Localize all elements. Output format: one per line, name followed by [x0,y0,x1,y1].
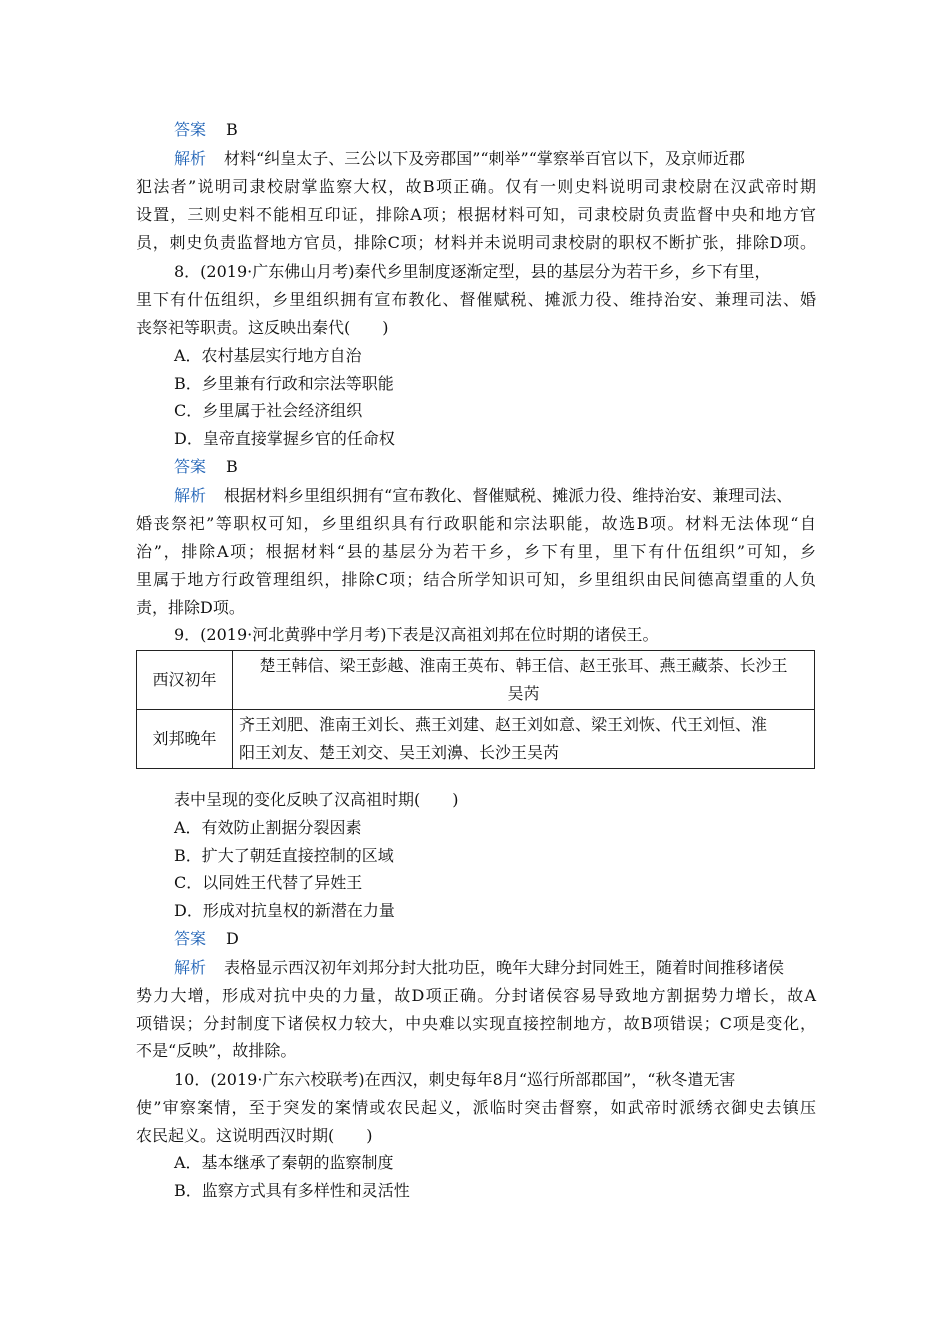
row-content: 齐王刘肥、淮南王刘长、燕王刘建、赵王刘如意、梁王刘恢、代王刘恒、淮 阳王刘友、楚王刘交、吴王刘濞、长沙王吴芮 [233,710,815,769]
analysis-text: 婚丧祭祀”等职权可知，乡里组织具有行政职能和宗法职能，故选B项。材料无法体现“自 [136,514,816,533]
answer-tag: 答案 [174,929,207,948]
q10-stem: 使”审察案情，至于突发的案情或农民起义，派临时突击督察，如武帝时派绣衣御史去镇压 [136,1098,816,1117]
row-label: 西汉初年 [137,651,233,710]
q9-option-a: A．有效防止割据分裂因素 [174,818,362,837]
vassal-kings-table [136,650,815,769]
analysis-text: 根据材料乡里组织拥有“宣布教化、督催赋税、摊派力役、维持治安、兼理司法、 [224,486,793,505]
q10-stem: 农民起义。这说明西汉时期( ) [136,1126,373,1145]
analysis-tag: 解析 [174,486,207,505]
q9-option-b: B．扩大了朝廷直接控制的区域 [174,846,394,865]
q10-option-a: A．基本继承了秦朝的监察制度 [174,1153,394,1172]
answer-tag: 答案 [174,457,207,476]
q10-stem: 10．(2019·广东六校联考)在西汉，刺史每年8月“巡行所部郡国”，“秋冬遣无害 [174,1070,736,1089]
analysis-text: 犯法者”说明司隶校尉掌监察大权，故B项正确。仅有一则史料说明司隶校尉在汉武帝时期 [136,177,816,196]
analysis-tag: 解析 [174,149,207,168]
answer-value: D [226,929,239,948]
q8-analysis-line-1 [174,485,792,507]
answer-value: B [226,457,238,476]
row-content: 楚王韩信、梁王彭越、淮南王英布、韩王信、赵王张耳、燕王藏荼、长沙王 吴芮 [233,651,815,710]
q10-option-b: B．监察方式具有多样性和灵活性 [174,1181,410,1200]
analysis-text: 项错误；分封制度下诸侯权力较大，中央难以实现直接控制地方，故B项错误；C项是变化， [136,1014,816,1033]
row-label: 刘邦晚年 [137,710,233,769]
analysis-text: 员，刺史负责监督地方官员，排除C项；材料并未说明司隶校尉的职权不断扩张，排除D项。 [136,233,816,252]
analysis-text: 治”，排除A项；根据材料“县的基层分为若干乡，乡下有里，里下有什伍组织”可知，乡 [136,542,816,561]
answer-value: B [226,120,238,139]
q8-option-c: C．乡里属于社会经济组织 [174,401,363,420]
q9-stem: 9．(2019·河北黄骅中学月考)下表是汉高祖刘邦在位时期的诸侯王。 [174,625,659,644]
analysis-text: 设置，三则史料不能相互印证，排除A项；根据材料可知，司隶校尉负责监督中央和地方官 [136,205,816,224]
q9-question: 表中呈现的变化反映了汉高祖时期( ) [174,790,459,809]
q7-analysis-line-1 [174,148,745,170]
analysis-text: 里属于地方行政管理组织，排除C项；结合所学知识可知，乡里组织由民间德高望重的人负 [136,570,816,589]
table-row [137,651,815,710]
q9-option-d: D．形成对抗皇权的新潜在力量 [174,901,395,920]
analysis-text: 责，排除D项。 [136,598,245,617]
analysis-text: 表格显示西汉初年刘邦分封大批功臣，晚年大肆分封同姓王，随着时间推移诸侯 [224,958,785,977]
analysis-text: 不是“反映”，故排除。 [136,1041,297,1060]
table-row [137,710,815,769]
q7-answer-line [174,119,238,141]
q8-option-d: D．皇帝直接掌握乡官的任命权 [174,429,395,448]
analysis-text: 势力大增，形成对抗中央的力量，故D项正确。分封诸侯容易导致地方割据势力增长，故A [136,986,816,1005]
q8-option-a: A．农村基层实行地方自治 [174,346,362,365]
q8-answer-line [174,456,238,478]
q8-stem: 8．(2019·广东佛山月考)秦代乡里制度逐渐定型，县的基层分为若干乡，乡下有里， [174,262,771,281]
q8-stem: 里下有什伍组织，乡里组织拥有宣布教化、督催赋税、摊派力役、维持治安、兼理司法、婚 [136,290,816,309]
q8-stem: 丧祭祀等职责。这反映出秦代( ) [136,318,389,337]
q9-option-c: C．以同姓王代替了异姓王 [174,873,363,892]
analysis-text: 材料“纠皇太子、三公以下及旁郡国”“刺举”“掌察举百官以下，及京师近郡 [224,149,745,168]
q8-option-b: B．乡里兼有行政和宗法等职能 [174,374,394,393]
answer-tag: 答案 [174,120,207,139]
q9-answer-line [174,928,239,950]
q9-analysis-line-1 [174,957,784,979]
analysis-tag: 解析 [174,958,207,977]
